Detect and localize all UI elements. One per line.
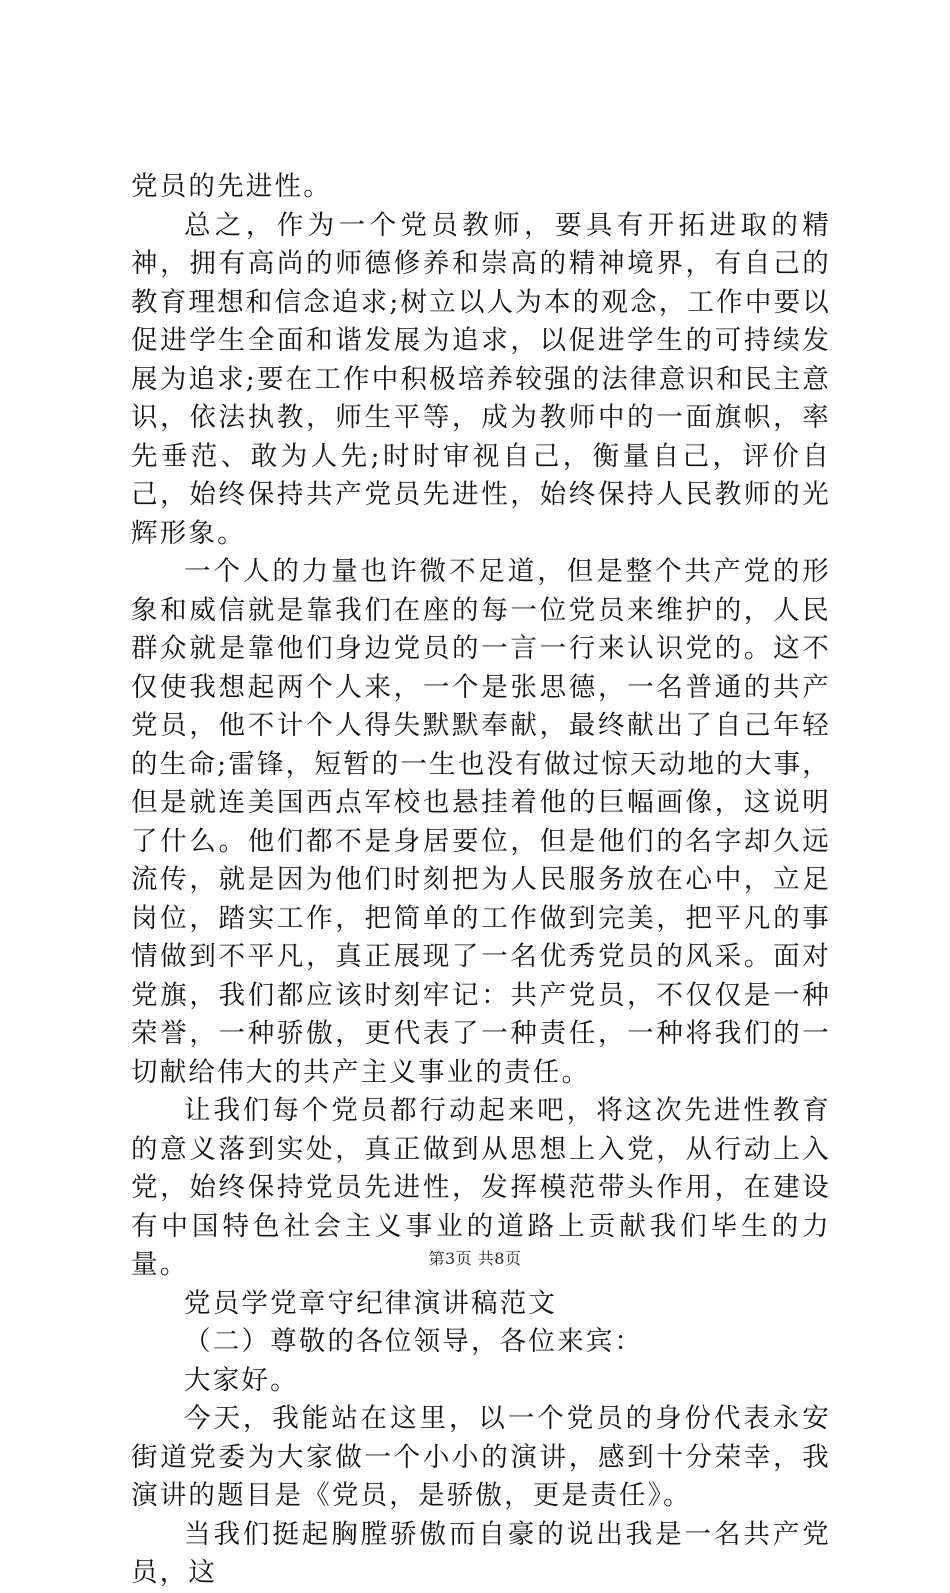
document-body: [131, 168, 831, 1593]
paragraph-party-teacher-summary: 总之，作为一个党员教师，要具有开拓进取的精神，拥有高尚的师德修养和崇高的精神境界，有自己的教育理想和信念追求;树立以人为本的观念，工作中要以促进学生全面和谐发展为追求，以促进学生的可持续发展为追求;要在工作中积极培养较强的法律意识和民主意识，依法执教，师生平等，成为教师中的一面旗帜，率先垂范、敢为人先;时时审视自己，衡量自己，评价自己，始终保持共产党员先进性，始终保持人民教师的光辉形象。: [131, 209, 831, 549]
paragraph-speech-opening: 当我们挺起胸膛骄傲而自豪的说出我是一名共产党员，这: [131, 1518, 831, 1588]
paragraph-personal-strength: 一个人的力量也许微不足道，但是整个共产党的形象和威信就是靠我们在座的每一位党员来维护的，人民群众就是靠他们身边党员的一言一行来认识党的。这不仅使我想起两个人来，一个是张思德，一名普通的共产党员，他不计个人得失默默奉献，最终献出了自己年轻的生命;雷锋，短暂的一生也没有做过惊天动地的大事，但是就连美国西点军校也悬挂着他的巨幅画像，这说明了什么。他们都不是身居要位，但是他们的名字却久远流传，就是因为他们时刻把为人民服务放在心中，立足岗位，踏实工作，把简单的工作做到完美，把平凡的事情做到不平凡，真正展现了一名优秀党员的风采。面对党旗，我们都应该时刻牢记：共产党员，不仅仅是一种荣誉，一种骄傲，更代表了一种责任，一种将我们的一切献给伟大的共产主义事业的责任。: [131, 556, 831, 1088]
greeting: 大家好。: [184, 1364, 299, 1396]
page-footer: 第3页 共8页: [428, 1249, 522, 1268]
section-title: 党员学党章守纪律演讲稿范文: [184, 1287, 558, 1319]
salutation: （二）尊敬的各位领导，各位来宾：: [184, 1326, 644, 1357]
paragraph-call-to-action: 让我们每个党员都行动起来吧，将这次先进性教育的意义落到实处，真正做到从思想上入党，从行动上入党，始终保持党员先进性，发挥模范带头作用，在建设有中国特色社会主义事业的道路上贡献我们毕生的力量。: [131, 1095, 831, 1280]
paragraph-speech-intro: 今天，我能站在这里，以一个党员的身份代表永安街道党委为大家做一个小小的演讲，感到十分荣幸，我演讲的题目是《党员，是骄傲，更是责任》。: [131, 1403, 831, 1511]
paragraph-continuation: 党员的先进性。: [131, 171, 332, 202]
